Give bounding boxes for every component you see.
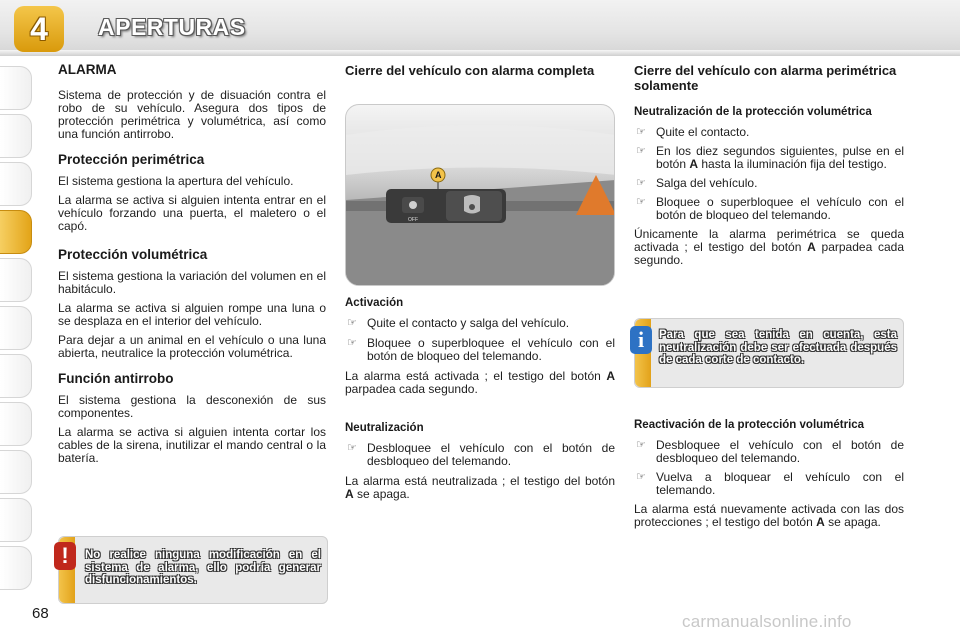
chapter-tab-8[interactable] <box>0 402 32 446</box>
exclamation-icon: ! <box>54 542 76 570</box>
reactivation-item-2 <box>634 471 904 497</box>
chapter-tab-4-active[interactable] <box>0 210 32 254</box>
right-item-4 <box>634 196 904 222</box>
perimeter-paragraph-1: El sistema gestiona la apertura del vehículo. <box>58 174 294 188</box>
chapter-tab-10[interactable] <box>0 498 32 542</box>
activation-status <box>345 370 615 396</box>
watermark: carmanualsonline.info <box>682 612 852 631</box>
activation-status-pre: La alarma está activada ; el testigo del botón <box>345 369 607 383</box>
page-number: 68 <box>32 605 49 622</box>
pointing-hand-icon: ☞ <box>636 196 646 208</box>
chapter-tab-3[interactable] <box>0 162 32 206</box>
right-item-2-key: A <box>689 157 699 171</box>
neutralization-item-1 <box>345 442 615 468</box>
dashboard-svg <box>346 105 615 286</box>
middle-column <box>345 63 615 78</box>
pointing-hand-icon: ☞ <box>636 177 646 189</box>
right-status-post: parpadea cada segundo. <box>634 240 904 267</box>
activation-section <box>345 297 615 501</box>
pointing-hand-icon: ☞ <box>636 471 646 483</box>
right-item-2-pre: En los diez segundos siguientes, pulse en el botón <box>656 144 904 171</box>
activation-item-1-text: Quite el contacto y salga del vehículo. <box>367 316 570 330</box>
right-status-pre: Únicamente la alarma perimétrica se queda activada ; el testigo del botón <box>634 227 904 254</box>
alarm-text: Sistema de protección y de disuación contra el robo de su vehículo. Asegura dos tipos de protección perimétrica y volumétrica, así como una función antirrobo. <box>58 88 326 141</box>
antitheft-title: Función antirrobo <box>58 371 174 386</box>
info-icon: i <box>630 326 652 354</box>
activation-status-key: A <box>606 369 615 383</box>
reactivation-status-pre: La alarma está nuevamente activada con las dos protecciones ; el testigo del botón <box>634 502 904 529</box>
right-item-4-text: Bloquee o superbloquee el vehículo con el botón de bloqueo del telemando. <box>656 195 904 222</box>
chapter-badge: 4 <box>14 6 64 52</box>
right-item-2-post: hasta la iluminación fija del testigo. <box>698 157 887 171</box>
neutralization-item-1-text: Desbloquee el vehículo con el botón de desbloqueo del telemando. <box>367 441 615 468</box>
chapter-tab-6[interactable] <box>0 306 32 350</box>
reactivation-item-2-text: Vuelva a bloquear el vehículo con el telemando. <box>656 470 904 497</box>
neutralization-status-pre: La alarma está neutralizada ; el testigo del botón <box>345 474 615 488</box>
left-column <box>58 62 326 465</box>
right-status <box>634 228 904 267</box>
button-a-label: A <box>435 170 442 180</box>
chapter-tab-1[interactable] <box>0 66 32 110</box>
pointing-hand-icon: ☞ <box>347 442 357 454</box>
volumetric-paragraph-1: El sistema gestiona la variación del volumen en el habitáculo. <box>58 269 326 296</box>
activation-item-1 <box>345 317 615 330</box>
reactivation-item-1 <box>634 439 904 465</box>
chapter-tab-9[interactable] <box>0 450 32 494</box>
pointing-hand-icon: ☞ <box>636 439 646 451</box>
perimeter-title: Protección perimétrica <box>58 152 205 167</box>
activation-status-post: parpadea cada segundo. <box>345 382 478 396</box>
antitheft-paragraph-1: El sistema gestiona la desconexión de sus componentes. <box>58 393 326 420</box>
chapter-tab-7[interactable] <box>0 354 32 398</box>
off-label: OFF <box>408 217 418 223</box>
warning-note-text: No realice ninguna modificación en el sistema de alarma, ello podría generar disfuncionamientos. <box>85 549 321 586</box>
right-item-1 <box>634 126 904 139</box>
info-note <box>634 318 904 388</box>
activation-item-2-text: Bloquee o superbloquee el vehículo con el botón de bloqueo del telemando. <box>367 336 615 363</box>
reactivation-status-key: A <box>816 515 825 529</box>
right-item-3-text: Salga del vehículo. <box>656 176 758 190</box>
right-status-key: A <box>807 240 816 254</box>
reactivation-section <box>634 419 904 529</box>
chapter-tab-11[interactable] <box>0 546 32 590</box>
pointing-hand-icon: ☞ <box>636 126 646 138</box>
volumetric-paragraph-2: La alarma se activa si alguien rompe una luna o se desplaza en el interior del vehículo. <box>58 301 326 328</box>
alarm-button-illustration <box>345 104 615 286</box>
reactivation-item-1-text: Desbloquee el vehículo con el botón de desbloqueo del telemando. <box>656 438 904 465</box>
reactivation-status <box>634 503 904 529</box>
chapter-tab-2[interactable] <box>0 114 32 158</box>
warning-note <box>58 536 328 604</box>
right-column <box>634 63 904 267</box>
activation-title: Activación <box>345 297 404 309</box>
perimeter-paragraph-2: La alarma se activa si alguien intenta entrar en el vehículo forzando una puerta, el maletero o el capó. <box>58 193 326 233</box>
neutralization-status-key: A <box>345 487 354 501</box>
reactivation-title: Reactivación de la protección volumétrica <box>634 419 865 431</box>
middle-column-title: Cierre del vehículo con alarma completa <box>345 63 595 78</box>
pointing-hand-icon: ☞ <box>347 337 357 349</box>
right-item-1-text: Quite el contacto. <box>656 125 750 139</box>
info-note-text: Para que sea tenida en cuenta, esta neutralización debe ser efectuada después de cada corte de contacto. <box>659 329 897 366</box>
reactivation-status-post: se apaga. <box>824 515 881 529</box>
volumetric-neutralization-title: Neutralización de la protección volumétrica <box>634 106 872 118</box>
volumetric-paragraph-3: Para dejar a un animal en el vehículo o una luna abierta, neutralice la protección volumétrica. <box>58 333 326 360</box>
antitheft-paragraph-2: La alarma se activa si alguien intenta cortar los cables de la sirena, inutilizar el mando central o la batería. <box>58 425 326 465</box>
neutralization-title: Neutralización <box>345 422 424 434</box>
right-column-title: Cierre del vehículo con alarma perimétrica solamente <box>634 63 897 93</box>
pointing-hand-icon: ☞ <box>636 145 646 157</box>
chapter-title: APERTURAS <box>98 14 246 40</box>
activation-item-2 <box>345 337 615 363</box>
neutralization-status <box>345 475 615 501</box>
pointing-hand-icon: ☞ <box>347 317 357 329</box>
chapter-tab-5[interactable] <box>0 258 32 302</box>
volumetric-title: Protección volumétrica <box>58 247 208 262</box>
right-item-2 <box>634 145 904 171</box>
neutralization-status-post: se apaga. <box>353 487 410 501</box>
alarm-title: ALARMA <box>58 62 117 77</box>
right-item-3 <box>634 177 904 190</box>
